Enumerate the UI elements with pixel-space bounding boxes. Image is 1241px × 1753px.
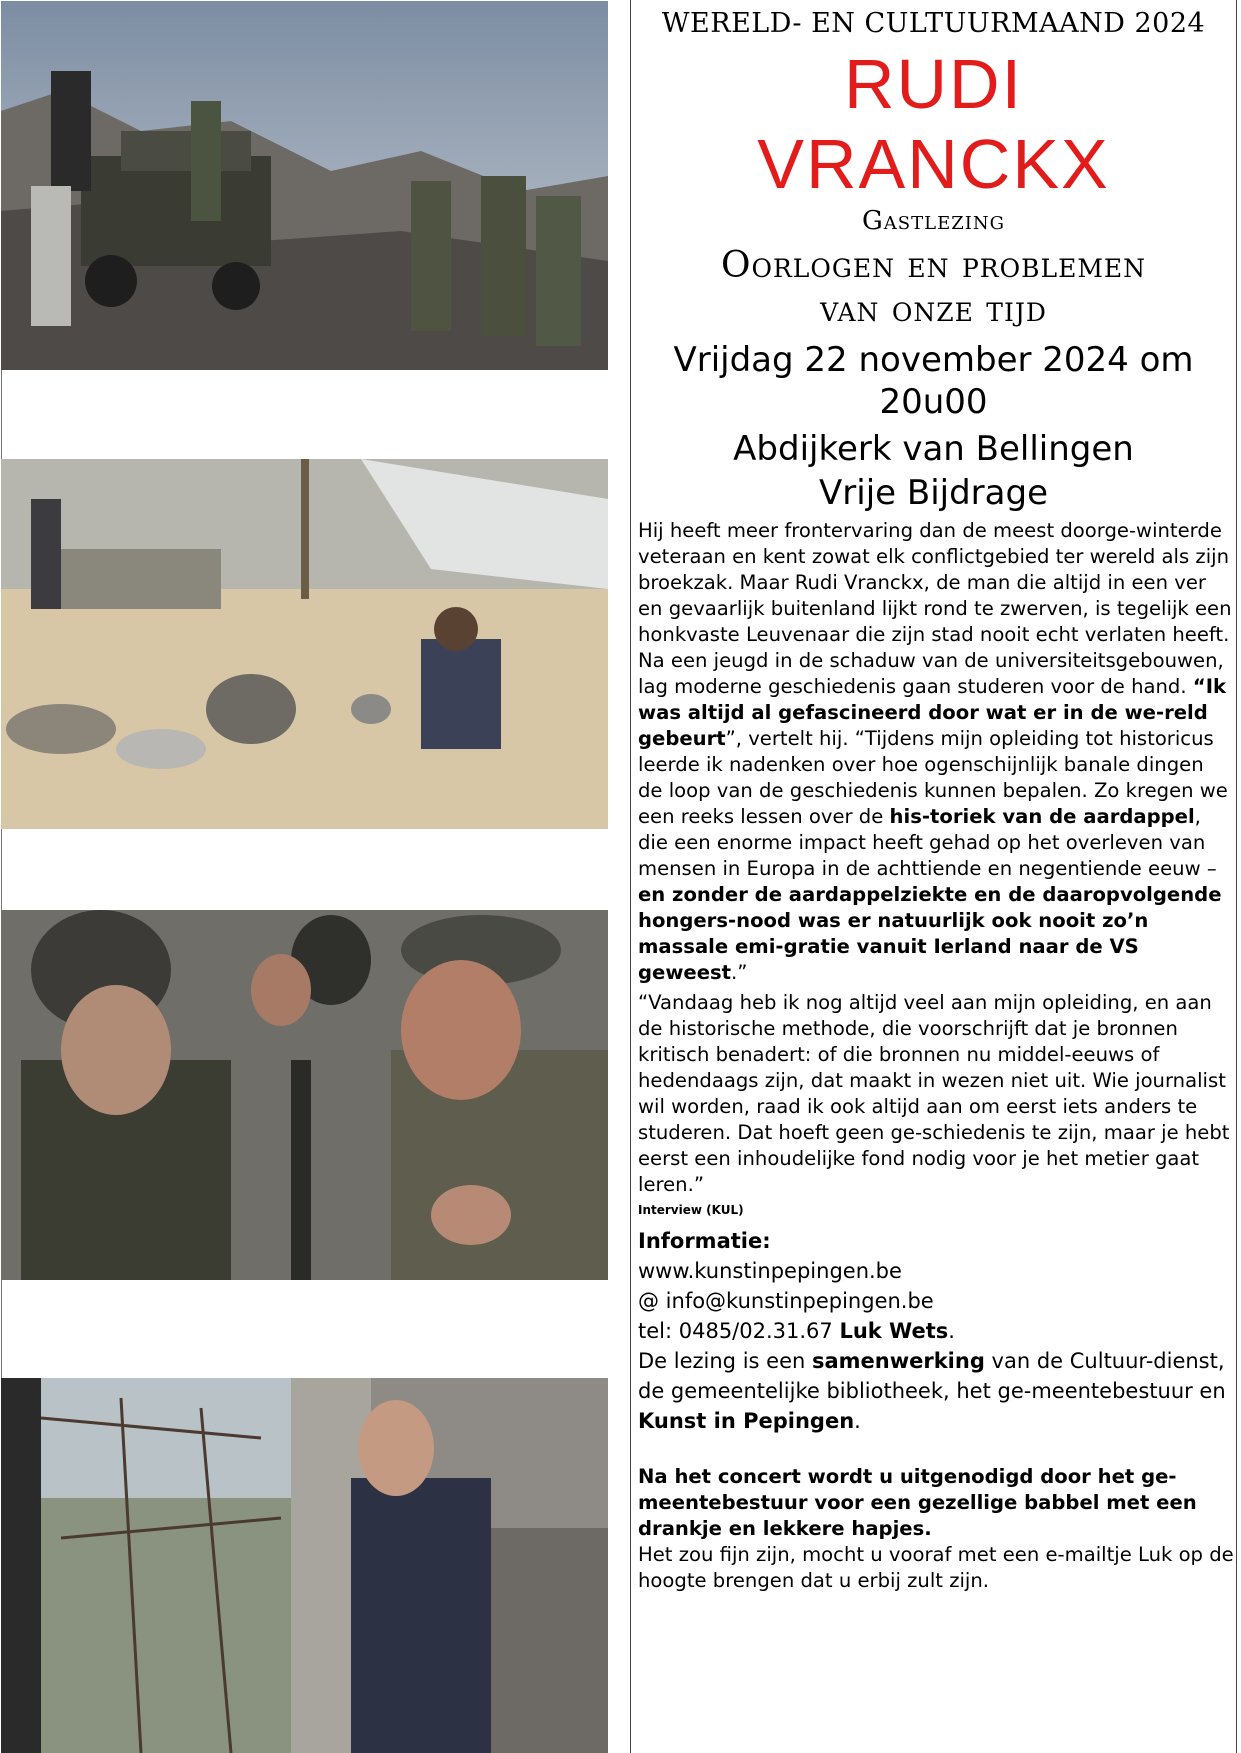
interview-credit: Interview (KUL) xyxy=(638,1203,744,1217)
website-link[interactable]: www.kunstinpepingen.be xyxy=(638,1259,902,1283)
lecture-topic xyxy=(631,244,1236,332)
info-heading: Informatie: xyxy=(638,1229,771,1253)
collaboration-note: De lezing is een samenwerking van de Cultuur-dienst, de gemeentelijke bibliotheek, het ge-meentebestuur en Kunst in Pepingen. xyxy=(638,1349,1226,1433)
reception-invite: Na het concert wordt u uitgenodigd door het ge-meentebestuur voor een gezellige babbel met een drankje en lekkere hapjes. xyxy=(638,1465,1197,1540)
event-price: Vrije Bijdrage xyxy=(819,473,1048,513)
topic-line-2: van onze tijd xyxy=(820,289,1047,330)
event-date-time xyxy=(631,339,1236,423)
speaker-name xyxy=(631,44,1236,204)
event-venue: Abdijkerk van Bellingen xyxy=(733,429,1134,469)
article-body xyxy=(638,518,1234,1594)
photo-man-in-ruined-building xyxy=(1,1378,608,1753)
event-kind: Gastlezing xyxy=(862,206,1005,236)
email-link[interactable]: @ info@kunstinpepingen.be xyxy=(638,1289,934,1313)
article-paragraph-1: Hij heeft meer frontervaring dan de meest doorge-winterde veteraan en kent zowat elk conflictgebied ter wereld als zijn broekzak. Maar Rudi Vranckx, de man die altijd in een ver en gevaarlijk buitenland lijkt rond te zwerven, is tegelijk een honkvaste Leuvenaar die zijn stad nooit echt verlaten heeft. Na een jeugd in de schaduw van de universiteitsgebouwen, lag moderne geschiedenis gaan studeren voor de hand. “Ik was altijd al gefascineerd door wat er in de we-reld gebeurt”, vertelt hij. “Tijdens mijn opleiding tot historicus leerde ik nadenken over hoe ogenschijnlijk banale dingen de loop van de geschiedenis kunnen bepalen. Zo kregen we een reeks lessen over de his-toriek van de aardappel, die een enorme impact heeft gehad op het overleven van mensen in Europa in de achttiende en negentiende eeuw – en zonder de aardappelziekte en de daaropvolgende hongers-nood was er natuurlijk ook nooit zo’n massale emi-gratie vanuit Ierland naar de VS geweest.” xyxy=(638,519,1232,984)
event-date: Vrijdag 22 november 2024 om xyxy=(673,340,1194,380)
event-series-title: WERELD- EN CULTUURMAAND 2024 xyxy=(661,8,1206,39)
event-time: 20u00 xyxy=(879,382,988,422)
speaker-first-name: RUDI xyxy=(843,45,1024,123)
spacer xyxy=(638,1436,1234,1464)
rsvp-note: Het zou fijn zijn, mocht u vooraf met een e-mailtje Luk op de hoogte brengen dat u erbij zult zijn. xyxy=(638,1543,1234,1592)
photo-child-in-sand-camp xyxy=(1,459,608,829)
speaker-last-name: VRANCKX xyxy=(757,125,1110,203)
article-paragraph-2: “Vandaag heb ik nog altijd veel aan mijn opleiding, en aan de historische methode, die voorschrijft dat je bronnen kritisch benadert: of die bronnen nu middel-eeuws of hedendaags zijn, dat maakt in wezen niet uit. Wie journalist wil worden, raad ik ook altijd aan om eerst iets anders te studeren. Dat hoeft geen ge-schiedenis te zijn, maar je hebt eerst een inhoudelijke fond nodig voor je het metier gaat leren.” xyxy=(638,991,1230,1196)
text-column xyxy=(630,0,1237,1753)
phone-contact: tel: 0485/02.31.67 Luk Wets. xyxy=(638,1319,955,1343)
photo-reporter-with-soldiers xyxy=(1,910,608,1280)
photo-soldiers-pickup-truck xyxy=(1,1,608,370)
topic-line-1: Oorlogen en problemen xyxy=(720,245,1147,286)
